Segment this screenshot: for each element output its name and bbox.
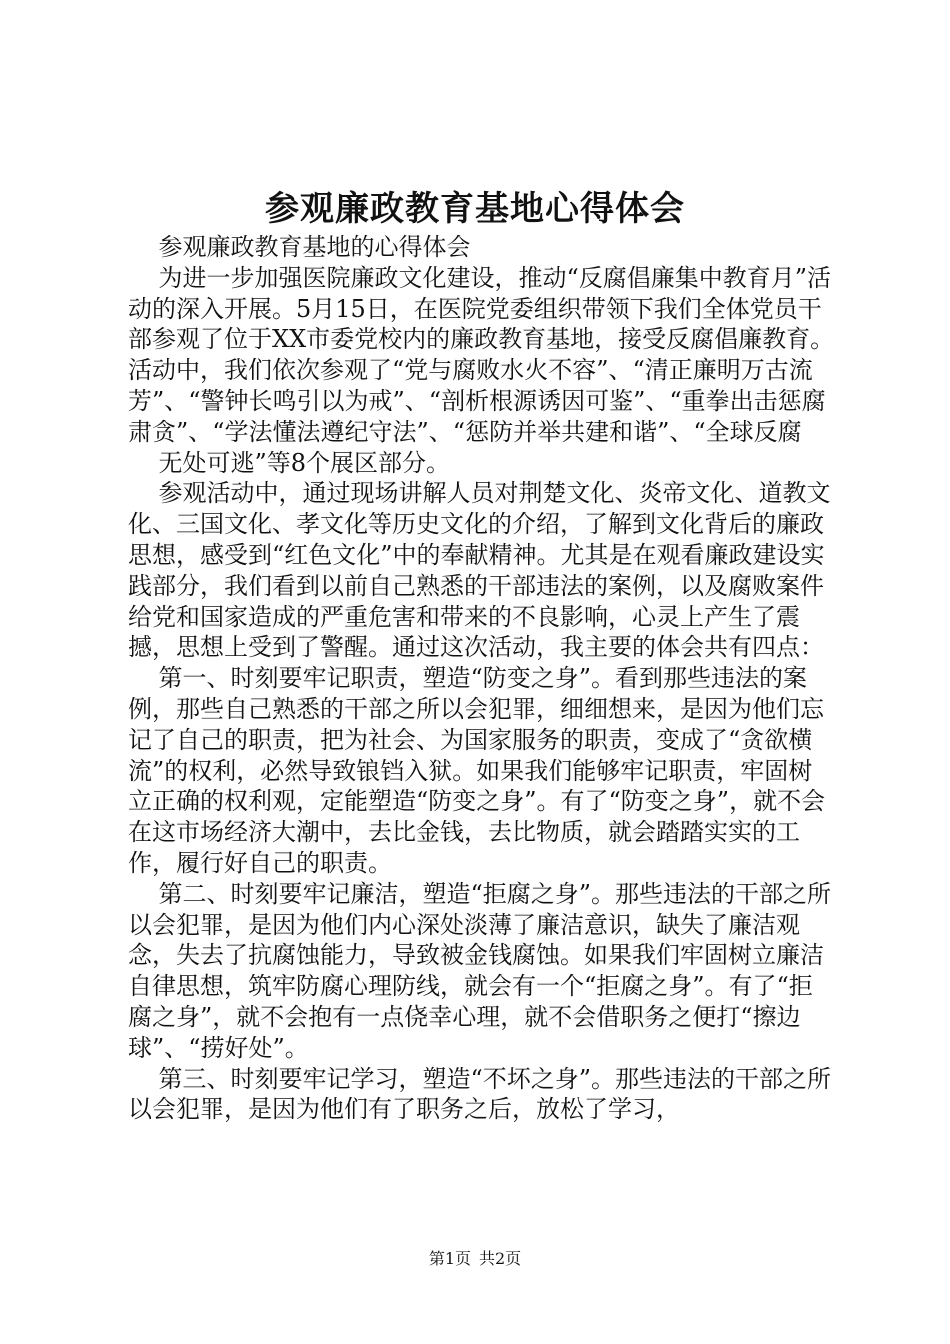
paragraph: 参观廉政教育基地的心得体会 bbox=[128, 233, 471, 261]
page-total: 共2页 bbox=[479, 1249, 522, 1268]
paragraph: 参观活动中，通过现场讲解人员对荆楚文化、炎帝文化、道教文化、三国文化、孝文化等历史文化的介绍，了解到文化背后的廉政思想，感受到“红色文化”中的奉献精神。尤其是在观看廉政建设实践部分，我们看到以前自己熟悉的干部违法的案例，以及腐败案件给党和国家造成的严重危害和带来的不良影响，心灵上产生了震撼，思想上受到了警醒。通过这次活动，我主要的体会共有四点： bbox=[128, 479, 831, 662]
page-footer bbox=[0, 1248, 950, 1270]
document-body bbox=[128, 232, 836, 1125]
paragraph: 第三、时刻要牢记学习，塑造“不坏之身”。那些违法的干部之所以会犯罪，是因为他们有了职务之后，放松了学习， bbox=[128, 1064, 832, 1124]
paragraph: 为进一步加强医院廉政文化建设，推动“反腐倡廉集中教育月”活动的深入开展。5月15日，在医院党委组织带领下我们全体党员干部参观了位于XX市委党校内的廉政教育基地，接受反腐倡廉教育。活动中，我们依次参观了“党与腐败水火不容”、“清正廉明万古流芳”、“警钟长鸣引以为戒”、“剖析根源诱因可鉴”、“重拳出击惩腐肃贪”、“学法懂法遵纪守法”、“惩防并举共建和谐”、“全球反腐 bbox=[128, 263, 835, 446]
paragraph: 第一、时刻要牢记职责，塑造“防变之身”。看到那些违法的案例，那些自己熟悉的干部之所以会犯罪，细细想来，是因为他们忘记了自己的职责，把为社会、为国家服务的职责，变成了“贪欲横流”的权利，必然导致锒铛入狱。如果我们能够牢记职责，牢固树立正确的权利观，定能塑造“防变之身”。有了“防变之身”，就不会在这市场经济大潮中，去比金钱，去比物质，就会踏踏实实的工作，履行好自己的职责。 bbox=[128, 664, 826, 877]
document-title: 参观廉政教育基地心得体会 bbox=[265, 189, 685, 229]
page-number: 第1页 bbox=[428, 1249, 471, 1268]
paragraph: 无处可逃”等8个展区部分。 bbox=[128, 448, 451, 477]
paragraph: 第二、时刻要牢记廉洁，塑造“拒腐之身”。那些违法的干部之所以会犯罪，是因为他们内心深处淡薄了廉洁意识，缺失了廉洁观念，失去了抗腐蚀能力，导致被金钱腐蚀。如果我们牢固树立廉洁自律思想，筑牢防腐心理防线，就会有一个“拒腐之身”。有了“拒腐之身”，就不会抱有一点侥幸心理，就不会借职务之便打“擦边球”、“捞好处”。 bbox=[128, 879, 832, 1062]
